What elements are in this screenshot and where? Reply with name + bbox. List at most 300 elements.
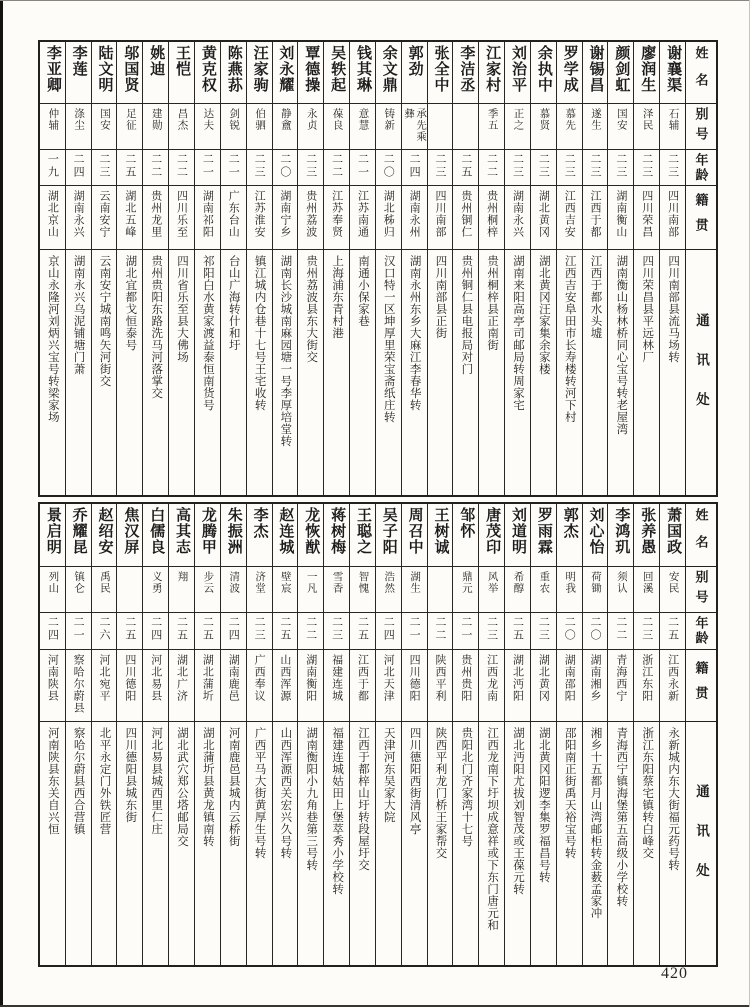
person-column: [375, 42, 401, 495]
person-age: [583, 613, 608, 650]
person-name-text: 赵连城: [277, 507, 294, 555]
person-name-text: 景启明: [44, 507, 61, 555]
person-native-text: 贵州桐梓: [485, 190, 498, 238]
person-alias-text: 达夫: [202, 108, 214, 131]
person-age-text: 二五: [356, 616, 369, 642]
person-name: [505, 504, 530, 567]
person-name: [117, 42, 142, 104]
person-native-place: [428, 186, 453, 250]
person-name-text: 萧国政: [665, 507, 682, 555]
person-name: [634, 42, 659, 104]
person-name: [660, 504, 685, 567]
person-column: [323, 504, 349, 965]
person-alias: [221, 104, 246, 150]
person-age: [608, 613, 633, 650]
header-name-label: 姓名: [693, 45, 709, 100]
person-native-text: 湖北蒲圻: [201, 654, 214, 702]
header-alias-label: 别号: [693, 569, 709, 610]
person-alias: [169, 567, 194, 613]
person-native-place: [221, 650, 246, 722]
person-contact-address: [66, 250, 91, 495]
person-native-text: 湖北广济: [175, 654, 188, 702]
header-age-label: 年龄: [693, 616, 709, 646]
person-contact-address: [143, 722, 168, 965]
person-contact-text: 湖南永州东乡大麻江李春华转: [408, 255, 421, 411]
person-column: [168, 42, 194, 495]
person-age: [660, 613, 685, 650]
person-alias: [583, 567, 608, 613]
person-native-place: [324, 650, 349, 722]
person-age: [376, 150, 401, 186]
person-age: [195, 150, 220, 186]
person-native-place: [453, 186, 478, 250]
person-name: [92, 504, 117, 567]
person-alias-text: 剑锐: [228, 108, 240, 131]
person-native-text: 湖北黄冈: [537, 190, 550, 238]
person-alias-text: 鼎元: [460, 571, 472, 594]
person-native-text: 浙江东阳: [640, 654, 653, 702]
person-age: [143, 150, 168, 186]
person-age: [453, 613, 478, 650]
person-age: [247, 613, 272, 650]
person-name-text: 唐茂印: [484, 507, 501, 555]
person-native-place: [350, 650, 375, 722]
person-native-text: 四川德阳: [408, 654, 421, 702]
person-column: [297, 504, 323, 965]
person-column: [556, 504, 582, 965]
person-contact-address: [195, 250, 220, 495]
person-alias-text: 永贞: [305, 108, 317, 131]
person-native-place: [298, 186, 323, 250]
person-contact-address: [169, 722, 194, 965]
person-age: [531, 150, 556, 186]
person-column: [478, 504, 504, 965]
person-contact-text: 四川南部县正街: [434, 255, 447, 339]
person-native-place: [557, 650, 582, 722]
person-alias-text: 遂生: [590, 108, 602, 131]
person-contact-text: 贵州桐梓县正南街: [486, 255, 499, 351]
person-name: [531, 504, 556, 567]
person-column: [607, 504, 633, 965]
person-contact-address: [608, 250, 633, 495]
person-native-place: [324, 186, 349, 250]
person-contact-address: [660, 722, 685, 965]
person-contact-text: 贵州贵阳东路洗马河落掌交: [150, 255, 163, 399]
person-alias: [479, 567, 504, 613]
person-native-text: 山西浑源: [278, 654, 291, 702]
person-contact-address: [479, 250, 504, 495]
person-contact-address: [273, 250, 298, 495]
person-alias-text: 意慧: [357, 108, 369, 131]
person-name: [298, 42, 323, 104]
person-name-text: 邹怀: [458, 507, 475, 539]
person-age: [505, 150, 530, 186]
person-alias: [298, 104, 323, 150]
person-name: [350, 504, 375, 567]
person-native-place: [298, 650, 323, 722]
person-name-text: 陈燕荪: [225, 45, 242, 93]
person-age: [557, 613, 582, 650]
person-native-text: 青海西宁: [614, 654, 627, 702]
person-native-text: 四川南部: [433, 190, 446, 238]
person-age-text: 二一: [72, 616, 85, 642]
person-alias: [608, 567, 633, 613]
person-native-text: 江苏南通: [356, 190, 369, 238]
person-native-text: 四川德阳: [123, 654, 136, 702]
person-name: [402, 504, 427, 567]
person-native-place: [169, 186, 194, 250]
header-alias: [686, 104, 716, 150]
person-column: [91, 42, 117, 495]
person-column: [246, 42, 272, 495]
person-name-text: 颜剑虹: [613, 45, 630, 93]
header-name-label: 姓名: [693, 508, 709, 562]
person-name: [298, 504, 323, 567]
person-age: [40, 150, 65, 186]
person-column: [504, 42, 530, 495]
person-native-place: [273, 650, 298, 722]
person-column: [272, 42, 298, 495]
person-contact-text: 四川德阳县城东街: [124, 727, 137, 823]
person-age-text: 二三: [98, 153, 111, 179]
person-native-place: [247, 650, 272, 722]
person-name: [557, 42, 582, 104]
person-name: [273, 504, 298, 567]
person-native-text: 湖南祁阳: [201, 190, 214, 238]
person-name-text: 汪家驹: [251, 45, 268, 93]
person-native-place: [92, 186, 117, 250]
person-age-text: 一九: [46, 153, 59, 179]
person-column: [116, 504, 142, 965]
person-name-text: 谢锡昌: [587, 45, 604, 93]
person-column: [659, 42, 685, 495]
person-alias-text: 铸新: [383, 108, 395, 131]
person-name: [247, 504, 272, 567]
person-name-text: 蒋树梅: [329, 507, 346, 555]
person-age-text: 二三: [253, 153, 266, 179]
person-alias: [376, 104, 401, 150]
person-name-text: 余执中: [535, 45, 552, 93]
person-contact-text: 湖北黄冈阳逻李集罗福昌号转: [537, 727, 550, 883]
person-contact-text: 湖北武穴郑公塔邮局交: [176, 727, 189, 847]
person-column: [556, 42, 582, 495]
person-alias-text: 涤尘: [73, 108, 85, 131]
scan-edge-left: [0, 0, 3, 1007]
person-alias-text: 列山: [47, 571, 59, 594]
person-alias-text: 希醇: [512, 571, 524, 594]
header-age: [686, 150, 716, 186]
header-native-label: 籍贯: [693, 660, 709, 711]
person-native-place: [195, 650, 220, 722]
person-contact-address: [221, 250, 246, 495]
person-column: [246, 504, 272, 965]
person-contact-text: 湘乡十五都月山湾邮柜转金薮孟家冲: [589, 727, 602, 919]
person-contact-text: 江西龙南下圩坝成意祥或下东门唐元和: [486, 727, 499, 931]
person-column: [401, 42, 427, 495]
person-contact-address: [660, 250, 685, 495]
person-alias-text: 济堂: [254, 571, 266, 594]
person-native-place: [143, 650, 168, 722]
person-age-text: 二三: [614, 153, 627, 179]
person-contact-address: [376, 250, 401, 495]
person-age-text: 二二: [304, 616, 317, 642]
person-name-text: 李亚卿: [44, 45, 61, 93]
person-contact-text: 河北易县城西里仁庄: [150, 727, 163, 835]
person-name-text: 邬国贤: [122, 45, 139, 93]
person-name: [479, 42, 504, 104]
person-age: [66, 150, 91, 186]
person-name-text: 江家村: [484, 45, 501, 93]
person-contact-text: 青海西宁镇海堡第五高级小学校转: [615, 727, 628, 907]
person-alias-text: 静盦: [279, 108, 291, 131]
person-contact-text: 镇江城内仓巷十七号王宅收转: [253, 255, 266, 411]
person-age-text: 二三: [640, 616, 653, 642]
person-age: [660, 150, 685, 186]
person-contact-address: [557, 250, 582, 495]
person-age: [273, 613, 298, 650]
person-age: [608, 150, 633, 186]
person-alias: [92, 567, 117, 613]
person-contact-address: [428, 250, 453, 495]
person-native-text: 湖北沔阳: [511, 654, 524, 702]
person-contact-text: 浙江东阳蔡宅镇转白峰交: [641, 727, 654, 859]
person-name-text: 张养愚: [639, 507, 656, 555]
person-contact-address: [350, 722, 375, 965]
person-column: [220, 42, 246, 495]
person-alias: [583, 104, 608, 150]
person-age-text: 二五: [666, 616, 679, 642]
person-age-text: 二三: [563, 153, 576, 179]
directory-page: [38, 40, 718, 967]
person-native-place: [143, 186, 168, 250]
person-name: [195, 504, 220, 567]
person-column: [659, 504, 685, 965]
person-contact-address: [221, 722, 246, 965]
person-contact-address: [117, 250, 142, 495]
person-alias-text: 重农: [538, 571, 550, 594]
person-age: [350, 150, 375, 186]
person-contact-text: 山西浑源西关宏兴久号转: [279, 727, 292, 859]
person-column: [530, 504, 556, 965]
person-age-text: 二三: [589, 153, 602, 179]
person-contact-text: 湖南衡山杨林桥同心宝号转老屋湾: [615, 255, 628, 435]
person-alias: [531, 567, 556, 613]
person-alias: [479, 104, 504, 150]
person-age: [479, 150, 504, 186]
person-contact-address: [453, 722, 478, 965]
person-name-text: 李洁丞: [458, 45, 475, 93]
person-contact-address: [92, 722, 117, 965]
person-age-text: 二五: [123, 153, 136, 179]
person-native-text: 河南陕县: [46, 654, 59, 702]
person-contact-text: 汉口特一区坤厚里荣宝斋纸庄转: [382, 255, 395, 423]
person-age-text: 二六: [98, 616, 111, 642]
person-alias: [453, 567, 478, 613]
person-age-text: 二二: [175, 153, 188, 179]
person-name: [169, 42, 194, 104]
person-native-text: 河北天津: [382, 654, 395, 702]
person-name-text: 吴子阳: [380, 507, 397, 555]
person-contact-address: [376, 722, 401, 965]
person-column: [452, 42, 478, 495]
person-alias: [376, 567, 401, 613]
person-contact-address: [247, 250, 272, 495]
person-name: [40, 504, 65, 567]
person-age: [634, 613, 659, 650]
person-contact-text: 祁阳白水黄家渡益泰恒南货号: [201, 255, 214, 411]
person-age-text: 二二: [433, 616, 446, 642]
person-contact-address: [247, 722, 272, 965]
person-column: [478, 42, 504, 495]
person-column: [40, 42, 65, 495]
person-contact-text: 四川南部县流马场转: [667, 255, 680, 363]
person-age: [117, 150, 142, 186]
person-native-text: 云南安宁: [98, 190, 111, 238]
person-native-place: [402, 650, 427, 722]
person-alias: [298, 567, 323, 613]
person-age: [221, 613, 246, 650]
person-name-text: 李杰: [251, 507, 268, 539]
person-contact-text: 上海浦东青村港: [331, 255, 344, 339]
person-contact-text: 邵阳南正街禹天裕宝号转: [563, 727, 576, 859]
header-contact-label: 通讯处: [694, 784, 709, 903]
person-native-place: [479, 650, 504, 722]
person-alias: [557, 567, 582, 613]
person-contact-text: 贵阳北门齐家湾十七号: [460, 727, 473, 847]
person-age: [92, 150, 117, 186]
person-age-text: 二三: [511, 153, 524, 179]
person-age-text: 二〇: [589, 616, 602, 642]
person-name-text: 乔耀昆: [70, 507, 87, 555]
person-column: [297, 42, 323, 495]
person-column: [530, 42, 556, 495]
header-contact: [686, 722, 716, 965]
person-column: [194, 504, 220, 965]
top-directory-table: [38, 40, 718, 497]
person-alias-text: 足征: [124, 108, 136, 131]
person-contact-text: 湖南来阳高亭司邮局转周家宅: [512, 255, 525, 411]
person-native-text: 河北宛平: [98, 654, 111, 702]
person-contact-text: 南通小保家巷: [356, 255, 369, 327]
person-alias-text: 建勋: [150, 108, 162, 131]
person-name: [66, 42, 91, 104]
person-name: [479, 504, 504, 567]
person-column: [40, 504, 65, 965]
person-alias: [221, 567, 246, 613]
person-name: [660, 42, 685, 104]
person-age: [66, 613, 91, 650]
person-age-text: 二四: [149, 616, 162, 642]
person-alias-text: 明我: [564, 571, 576, 594]
header-contact: [686, 250, 716, 495]
person-column: [633, 504, 659, 965]
person-alias: [531, 104, 556, 150]
person-alias-text: 国安: [615, 108, 627, 131]
person-contact-text: 贵州荔波县东大街交: [305, 255, 318, 363]
person-alias-text: 壁宸: [279, 571, 291, 594]
person-name-text: 姚迪: [148, 45, 165, 77]
person-alias: [40, 567, 65, 613]
person-native-place: [660, 650, 685, 722]
person-contact-text: 察哈尔蔚县西合营镇: [72, 727, 85, 835]
person-name-text: 张全中: [432, 45, 449, 93]
person-contact-text: 四川省乐至县大佛场: [176, 255, 189, 363]
person-name-text: 罗雨霖: [535, 507, 552, 555]
person-age-text: 二四: [227, 616, 240, 642]
person-name: [40, 42, 65, 104]
header-alias-label: 别号: [693, 106, 709, 147]
header-native-place: [686, 186, 716, 250]
person-native-text: 湖南衡山: [614, 190, 627, 238]
header-age: [686, 613, 716, 650]
person-native-text: 福建连城: [330, 654, 343, 702]
person-alias-text: 浩然: [383, 571, 395, 594]
person-name: [428, 42, 453, 104]
person-alias-text: 步云: [202, 571, 214, 594]
person-age-text: 二〇: [382, 153, 395, 179]
person-name-text: 郭劲: [406, 45, 423, 77]
person-name-text: 谢襄渠: [665, 45, 682, 93]
person-name: [402, 42, 427, 104]
person-age-text: 二四: [408, 153, 421, 179]
person-column: [220, 504, 246, 965]
person-age: [479, 613, 504, 650]
person-name: [608, 42, 633, 104]
person-native-text: 湖南宁乡: [278, 190, 291, 238]
person-name-text: 朱振洲: [225, 507, 242, 555]
person-name-text: 刘道明: [510, 507, 527, 555]
person-native-place: [608, 650, 633, 722]
person-name: [273, 42, 298, 104]
person-age: [531, 613, 556, 650]
person-native-text: 江西龙南: [485, 654, 498, 702]
person-name: [428, 504, 453, 567]
person-age: [221, 150, 246, 186]
person-alias-text: 镇仑: [73, 571, 85, 594]
person-native-place: [505, 186, 530, 250]
person-name-text: 王恺: [174, 45, 191, 77]
person-name: [634, 504, 659, 567]
person-age: [402, 613, 427, 650]
person-contact-address: [608, 722, 633, 965]
person-native-text: 四川荣昌: [640, 190, 653, 238]
person-alias: [195, 567, 220, 613]
person-alias-text: 泽民: [641, 108, 653, 131]
person-age: [324, 150, 349, 186]
person-age-text: 二三: [537, 153, 550, 179]
person-native-text: 四川南部: [666, 190, 679, 238]
page-number: 420: [661, 965, 688, 982]
person-contact-address: [583, 722, 608, 965]
header-native-place: [686, 650, 716, 722]
person-native-text: 贵州铜仁: [459, 190, 472, 238]
person-alias-text: 葆良: [331, 108, 343, 131]
person-contact-address: [583, 250, 608, 495]
person-alias: [634, 567, 659, 613]
person-alias-text: 慕先: [564, 108, 576, 131]
person-native-text: 江西永新: [666, 654, 679, 702]
person-contact-address: [324, 250, 349, 495]
person-contact-text: 福建连城姑田上堡萃秀小学校转: [331, 727, 344, 895]
person-name-text: 余文鼎: [380, 45, 397, 93]
person-native-text: 湖南永州: [408, 190, 421, 238]
person-name-text: 焦汉屏: [122, 507, 139, 555]
person-alias: [117, 104, 142, 150]
person-column: [65, 504, 91, 965]
person-native-text: 陕西平利: [433, 654, 446, 702]
person-contact-text: 湖北黄冈汪家集余家楼: [537, 255, 550, 375]
person-native-text: 江苏淮安: [253, 190, 266, 238]
